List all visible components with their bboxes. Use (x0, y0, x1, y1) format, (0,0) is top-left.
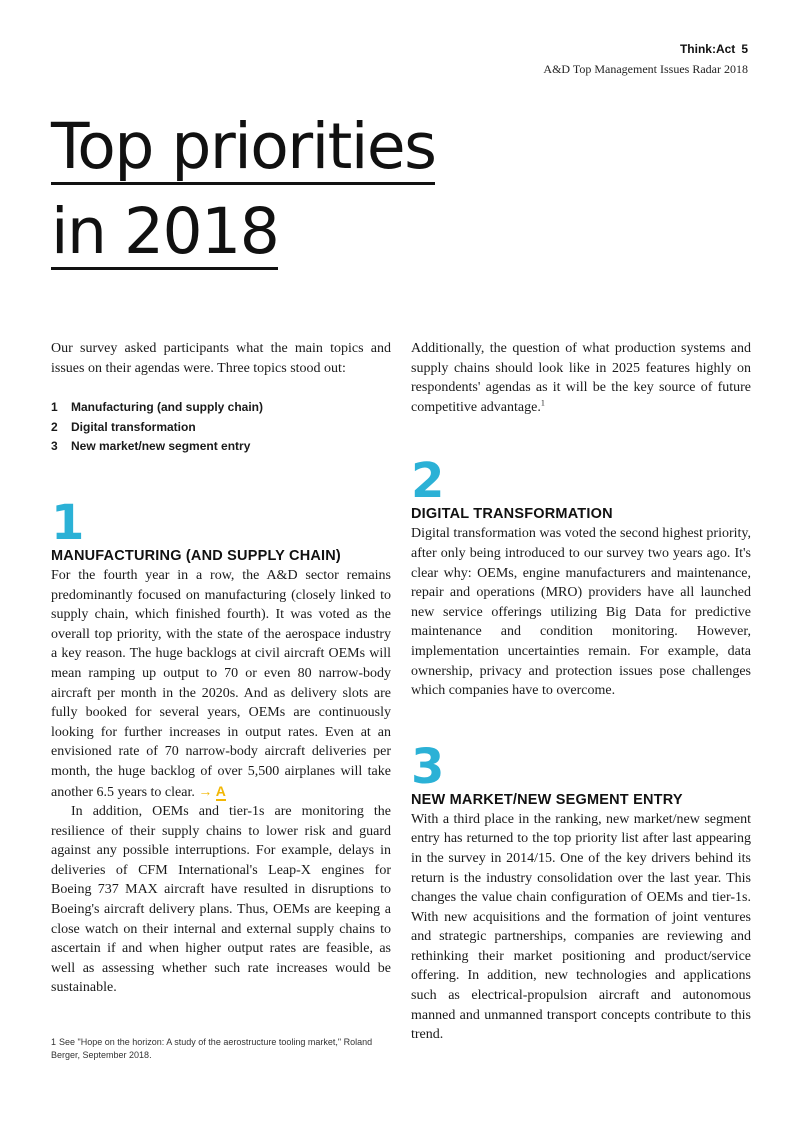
crossref-link[interactable]: → A (198, 782, 226, 799)
list-item: 2 Digital transformation (51, 419, 196, 434)
report-subtitle: A&D Top Management Issues Radar 2018 (543, 62, 748, 76)
section-paragraph: With a third place in the ranking, new market/new segment entry has returned to the top priority list after last appearing in the survey in 2014/15. One of the key drivers behind its return is the industry consolidation over the last year. This changes the value chain configuration of OEMs and tier-1s. With new acquisitions and the formation of joint ventures and strategic partnerships, companies are reviewing and rethinking their market positioning and product/service offering. In addition, new technologies and applications such as electrical-propulsion aircraft and autonomous manned and unmanned transport concepts contribute to this trend. (411, 811, 751, 1043)
section-paragraph: In addition, OEMs and tier-1s are monitoring the resilience of their supply chains to lower risk and guard against any possible interruptions. For example, delays in deliveries of CFM International's Leap-X engines for Boeing 737 MAX aircraft have resulted in disruptions to Boeing's aircraft delivery plans. Thus, OEMs are keeping a close watch on their internal and external supply chains to ascertain if and when higher output rates are feasible, as well as assessing whether such rate increases would be sustainable. (51, 804, 391, 996)
right-intro-paragraph: Additionally, the question of what production systems and supply chains should look like in 2025 features highly on respondents' agendas as it will be the key source of future competitive advantage.$^1$ (411, 341, 751, 415)
footnote-text: See "Hope on the horizon: A study of the aerostructure tooling market," Roland Berger, September 2018. (51, 1037, 373, 1060)
page-number: 5 (741, 42, 748, 56)
section-heading: NEW MARKET/NEW SEGMENT ENTRY (411, 791, 683, 808)
intro-paragraph: Our survey asked participants what the main topics and issues on their agendas were. Three topics stood out: (51, 341, 391, 376)
section-number: 2 (411, 453, 445, 510)
section-number: 3 (411, 738, 445, 795)
priority-list (51, 398, 391, 457)
section-paragraph: Digital transformation was voted the second highest priority, after only being introduced to our survey two years ago. It's clear why: OEMs, engine manufacturers and maintenance, repair and operations (MRO) providers have all launched new service offerings utilizing Big Data for predictive maintenance and condition monitoring. However, implementation uncertainties remain. For example, data ownership, privacy and protection issues pose challenges which companies have to overcome. (411, 526, 751, 699)
section-heading: MANUFACTURING (AND SUPPLY CHAIN) (51, 547, 341, 564)
left-column (51, 339, 391, 998)
section-digital (411, 453, 751, 700)
arrow-right-icon: → (198, 782, 213, 799)
footnote (51, 1036, 391, 1062)
page-header (543, 42, 748, 76)
right-column (411, 339, 751, 1045)
section-heading: DIGITAL TRANSFORMATION (411, 506, 613, 523)
section-paragraph: For the fourth year in a row, the A&D sector remains predominantly focused on manufacturing (closely linked to supply chain, which finished fourth). It was voted as the overall top priority, with the state of the aerospace industry a key reason. The huge backlogs at civil aircraft OEMs will mean ramping up output to 70 or even 80 narrow-body aircraft per month in the 2020s. And as delivery slots are fully booked for several years, OEMs are continuously looking for further increases in output rates. Even at an envisioned rate of 70 narrow-body aircraft deliveries per month, the huge backlog of over 5,500 airplanes will take another 6.5 years to clear. → A (51, 567, 391, 800)
brand-name: Think:Act (679, 42, 736, 56)
title-line-2: in 2018 (51, 195, 279, 268)
footnote-ref[interactable]: 1 (540, 398, 545, 408)
section-manufacturing (51, 494, 391, 998)
list-item: 3 New market/new segment entry (51, 439, 251, 454)
footnote-number: 1 (51, 1037, 57, 1047)
section-new-market (411, 738, 751, 1045)
section-number: 1 (51, 494, 85, 551)
list-item: 1 Manufacturing (and supply chain) (51, 400, 264, 415)
title-line-1: Top priorities (51, 110, 436, 183)
brand-line (543, 42, 748, 56)
page-title (51, 108, 435, 278)
